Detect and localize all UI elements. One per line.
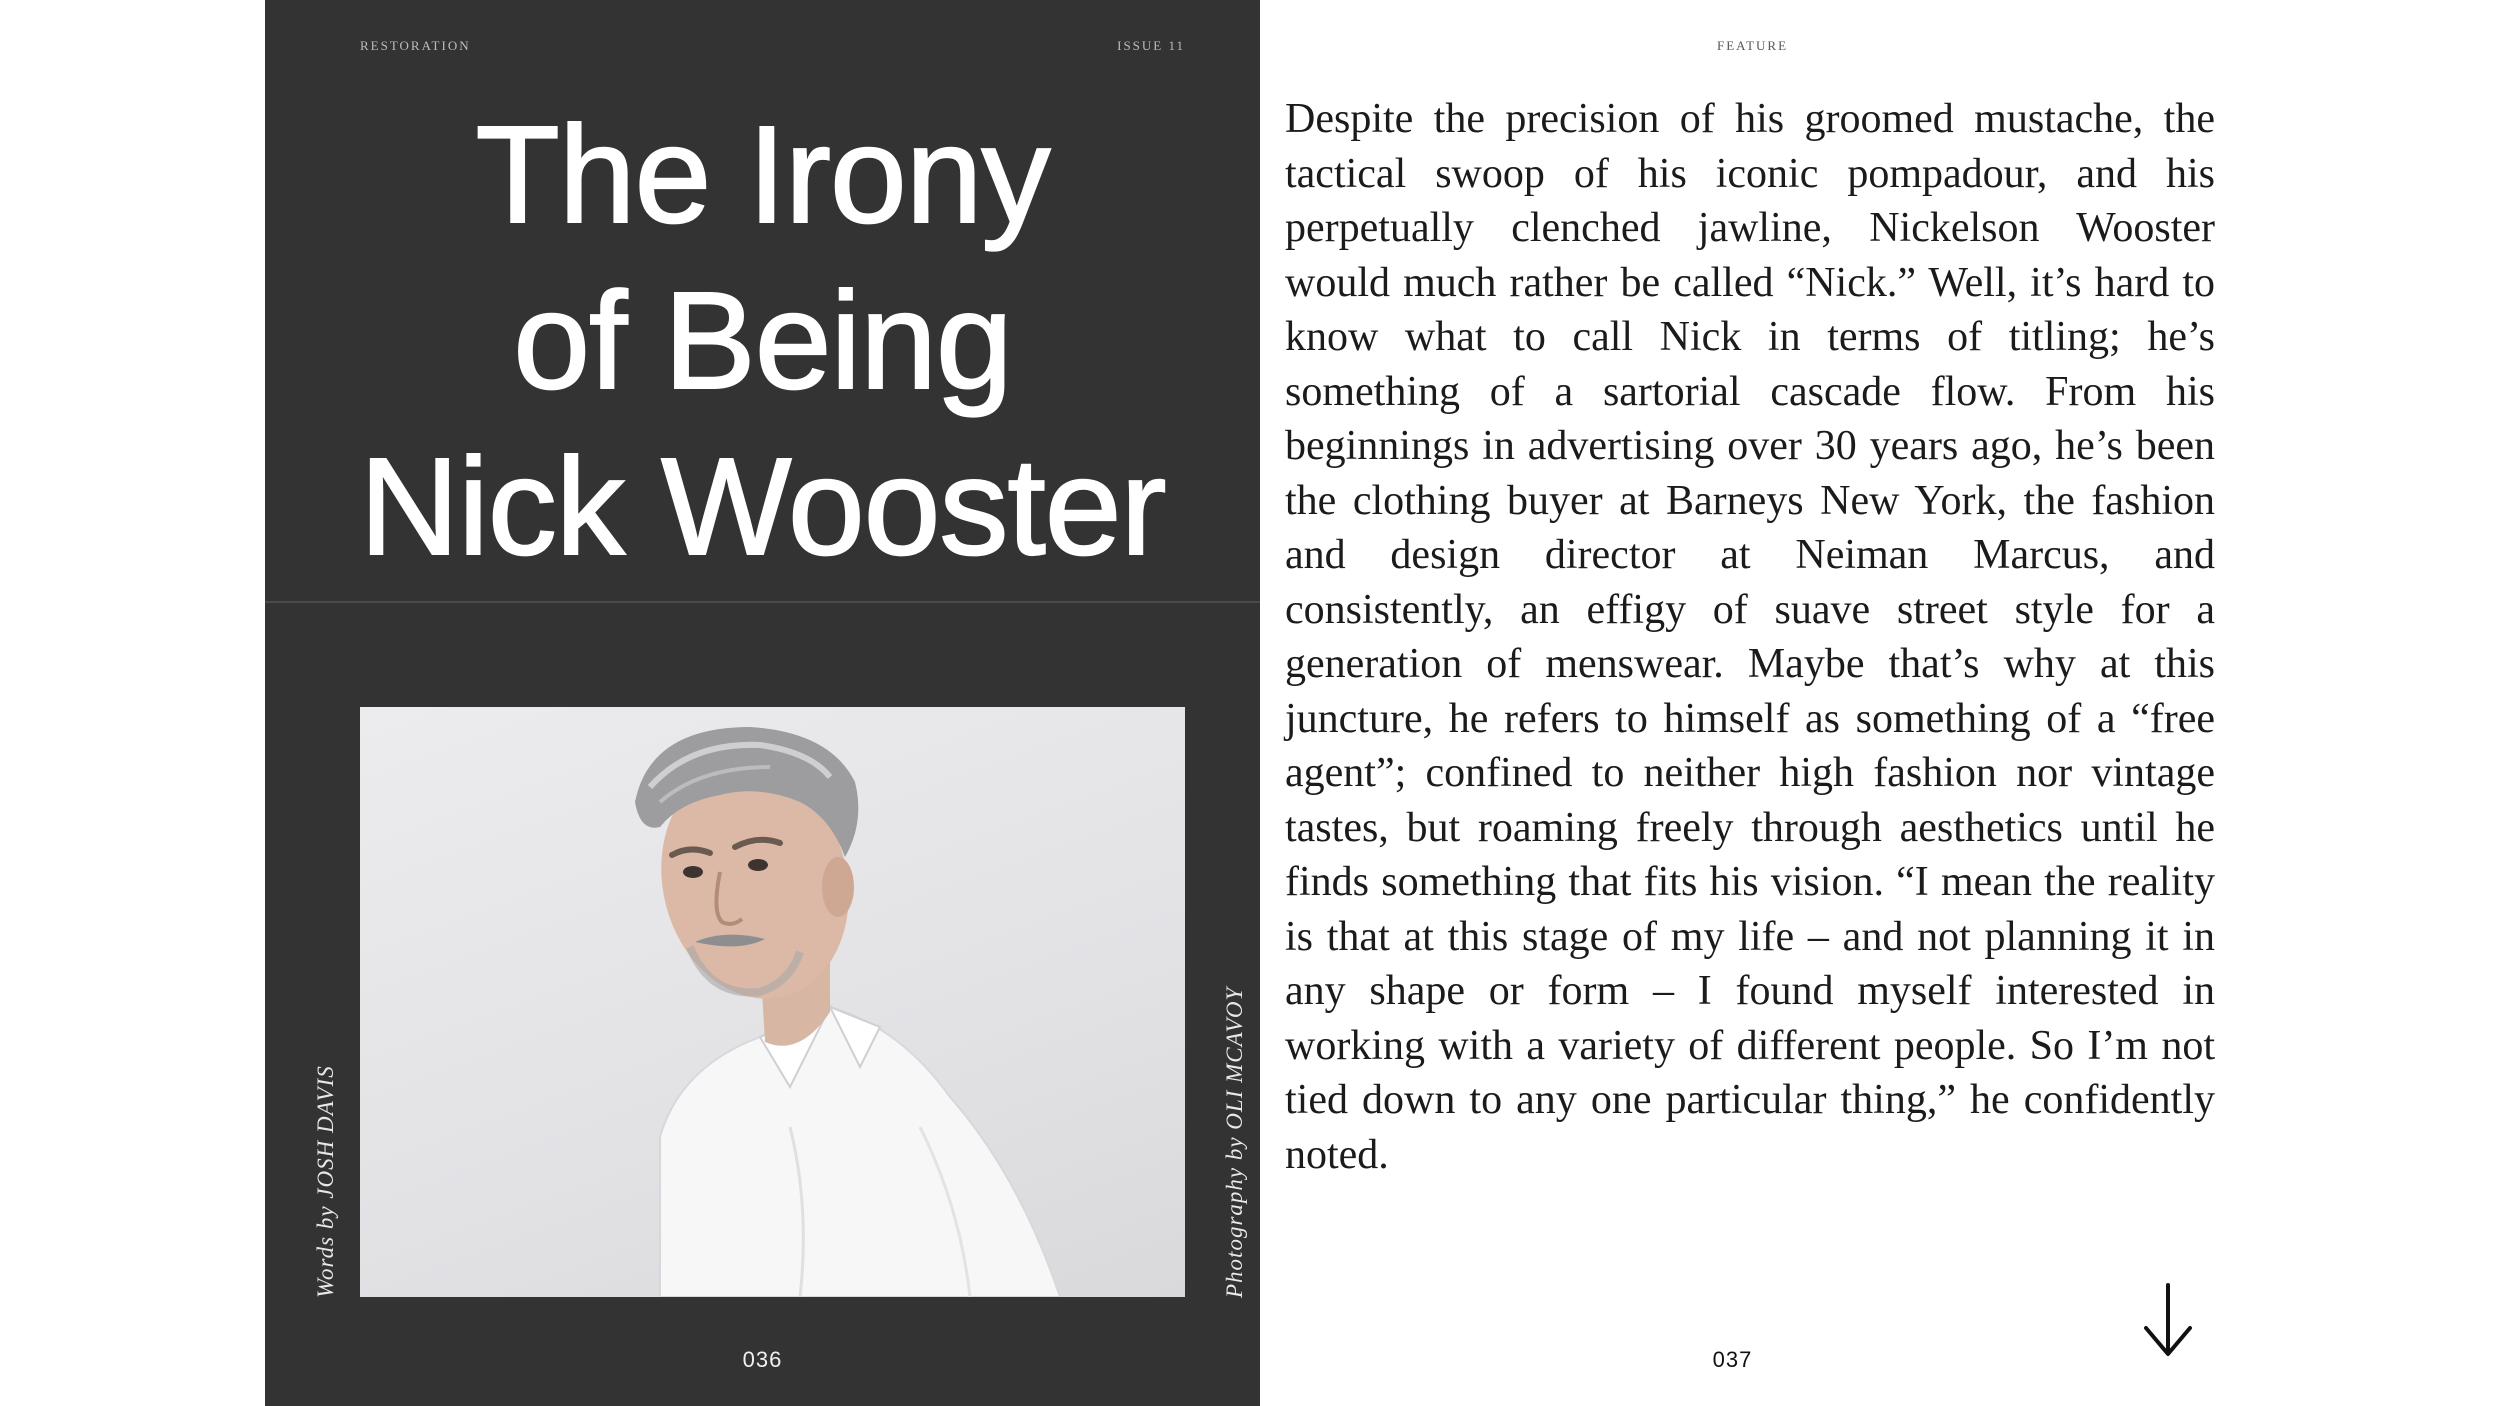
left-page xyxy=(265,0,1260,1406)
running-head-section: RESTORATION xyxy=(360,38,471,53)
page-number-right: 037 xyxy=(1712,1347,1753,1372)
headline-line-1: The Irony xyxy=(475,98,1050,252)
page-number-left: 036 xyxy=(742,1347,783,1372)
arrow-down-icon[interactable] xyxy=(2138,1280,2198,1360)
running-head-feature: FEATURE xyxy=(1716,38,1789,53)
portrait-photo xyxy=(360,707,1185,1297)
words-credit: Words by JOSH DAVIS xyxy=(313,1065,338,1298)
page-divider xyxy=(265,601,1260,603)
portrait-illustration xyxy=(360,707,1185,1297)
right-page xyxy=(1260,0,2245,1406)
photography-credit: Photography by OLI MCAVOY xyxy=(1222,986,1247,1298)
article-body: Despite the precision of his groomed mustache, the tactical swoop of his iconic pompadour, and his perpetually clenched jawline, Nickelson Wooster would much rather be called “Nick.” Well, it’s hard to know what to call Nick in terms of titling; he’s something of a sartorial cascade flow. From his beginnings in advertising over 30 years ago, he’s been the clothing buyer at Barneys New York, the fashion and design director at Neiman Marcus, and consistently, an effigy of suave street style for a generation of menswear. Maybe that’s why at this juncture, he refers to himself as something of a “free agent”; confined to neither high fashion nor vintage tastes, but roaming freely through aesthetics until he finds something that fits his vision. “I mean the reality is that at this stage of my life – and not planning it in any shape or form – I found myself interested in working with a variety of different people. So I’m not tied down to any one particular thing,” he confidently noted. xyxy=(1285,96,2215,1178)
running-head-issue: ISSUE 11 xyxy=(1117,38,1185,53)
article-headline xyxy=(265,92,1260,590)
headline-line-3: Nick Wooster xyxy=(359,430,1166,584)
headline-line-2: of Being xyxy=(513,264,1012,418)
